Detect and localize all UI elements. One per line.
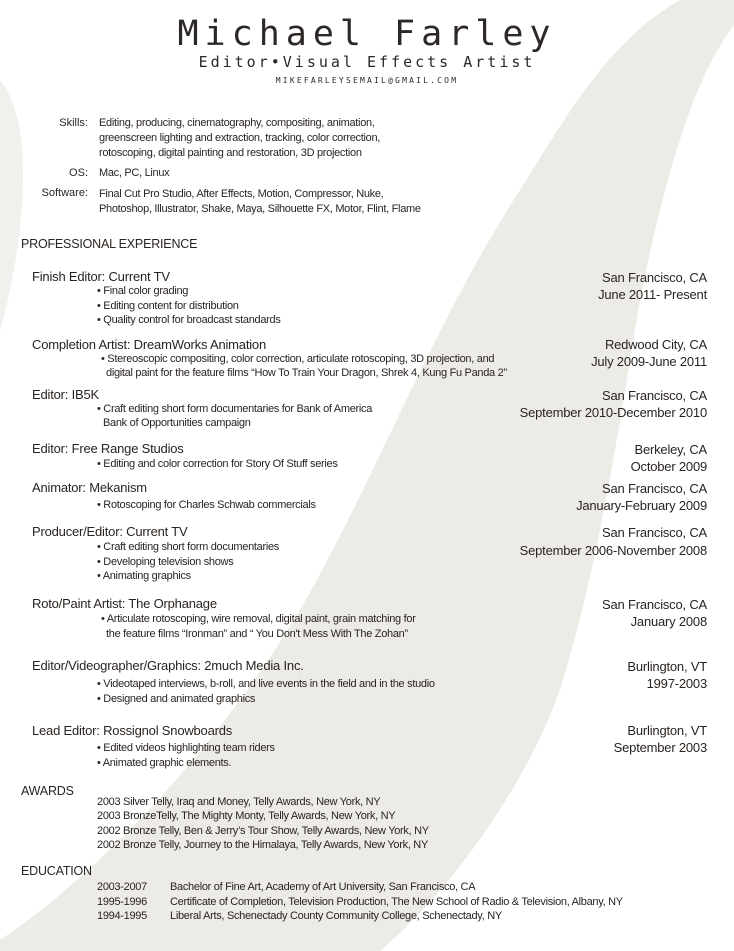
education-years: 1995-1996 xyxy=(97,896,147,908)
skills-line: greenscreen lighting and extraction, tracking, color correction, xyxy=(99,132,381,144)
job-bullet: Bank of Opportunities campaign xyxy=(103,417,251,429)
job-location: San Francisco, CA xyxy=(602,481,707,496)
job-dates: September 2006-November 2008 xyxy=(519,543,707,558)
job-title: Roto/Paint Artist: The Orphanage xyxy=(32,596,217,611)
job-bullet: • Final color grading xyxy=(97,285,189,297)
award-item: 2002 Bronze Telly, Journey to the Himalaya, Telly Awards, New York, NY xyxy=(97,839,428,851)
job-dates: June 2011- Present xyxy=(598,287,707,302)
award-item: 2003 Silver Telly, Iraq and Money, Telly Awards, New York, NY xyxy=(97,796,381,808)
job-title: Editor/Videographer/Graphics: 2much Media Inc. xyxy=(32,658,304,673)
job-bullet: • Quality control for broadcast standards xyxy=(97,314,281,326)
job-title: Producer/Editor: Current TV xyxy=(32,524,188,539)
job-bullet: the feature films “Ironman” and “ You Don't Mess With The Zohan” xyxy=(106,628,408,640)
job-dates: January 2008 xyxy=(630,614,707,629)
job-location: Redwood City, CA xyxy=(604,337,707,352)
job-bullet: • Animated graphic elements. xyxy=(97,757,232,769)
education-years: 1994-1995 xyxy=(97,910,147,922)
job-bullet: • Designed and animated graphics xyxy=(97,693,256,705)
education-heading: EDUCATION xyxy=(21,864,92,878)
job-location: Berkeley, CA xyxy=(634,442,707,457)
os-value: Mac, PC, Linux xyxy=(99,167,170,179)
education-detail: Bachelor of Fine Art, Academy of Art University, San Francisco, CA xyxy=(170,881,476,893)
job-bullet: • Stereoscopic compositing, color correction, articulate rotoscoping, 3D projection, and xyxy=(101,353,495,365)
job-dates: October 2009 xyxy=(630,459,707,474)
job-dates: January-February 2009 xyxy=(576,498,707,513)
job-title: Editor: IB5K xyxy=(32,387,99,402)
job-title: Finish Editor: Current TV xyxy=(32,269,170,284)
education-detail: Liberal Arts, Schenectady County Community College, Schenectady, NY xyxy=(170,910,502,922)
job-bullet: • Craft editing short form documentaries for Bank of America xyxy=(97,403,373,415)
job-title: Lead Editor: Rossignol Snowboards xyxy=(32,723,233,738)
job-bullet: • Craft editing short form documentaries xyxy=(97,541,279,553)
award-item: 2002 Bronze Telly, Ben & Jerry’s Tour Show, Telly Awards, New York, NY xyxy=(97,825,429,837)
job-bullet: • Articulate rotoscoping, wire removal, digital paint, grain matching for xyxy=(101,613,416,625)
job-location: Burlington, VT xyxy=(627,723,707,738)
job-title: Editor: Free Range Studios xyxy=(32,441,184,456)
job-bullet: • Developing television shows xyxy=(97,556,234,568)
job-dates: 1997-2003 xyxy=(646,676,707,691)
job-location: San Francisco, CA xyxy=(602,270,707,285)
job-bullet: digital paint for the feature films “How To Train Your Dragon, Shrek 4, Kung Fu Panda 2” xyxy=(106,367,507,379)
job-bullet: • Animating graphics xyxy=(97,570,191,582)
job-location: San Francisco, CA xyxy=(602,597,707,612)
skills-line: rotoscoping, digital painting and restoration, 3D projection xyxy=(99,147,362,159)
resume-name: Michael Farley xyxy=(177,14,557,54)
email-address: MIKEFARLEYSEMAIL@GMAIL.COM xyxy=(275,76,459,85)
job-bullet: • Editing and color correction for Story Of Stuff series xyxy=(97,458,338,470)
experience-heading: PROFESSIONAL EXPERIENCE xyxy=(21,237,198,251)
job-bullet: • Edited videos highlighting team riders xyxy=(97,742,275,754)
education-years: 2003-2007 xyxy=(97,881,147,893)
job-title: Animator: Mekanism xyxy=(32,480,147,495)
software-line: Final Cut Pro Studio, After Effects, Motion, Compressor, Nuke, xyxy=(99,188,384,200)
resume-title: Editor•Visual Effects Artist xyxy=(198,53,536,71)
software-label: Software: xyxy=(41,187,88,199)
job-bullet: • Videotaped interviews, b-roll, and live events in the field and in the studio xyxy=(97,678,435,690)
awards-heading: AWARDS xyxy=(21,784,74,798)
award-item: 2003 BronzeTelly, The Mighty Monty, Telly Awards, New York, NY xyxy=(97,810,396,822)
job-location: San Francisco, CA xyxy=(602,525,707,540)
skills-line: Editing, producing, cinematography, compositing, animation, xyxy=(99,117,375,129)
education-detail: Certificate of Completion, Television Production, The New School of Radio & Television, Albany, NY xyxy=(170,896,623,908)
job-location: San Francisco, CA xyxy=(602,388,707,403)
job-bullet: • Editing content for distribution xyxy=(97,300,239,312)
job-dates: July 2009-June 2011 xyxy=(591,354,707,369)
software-line: Photoshop, Illustrator, Shake, Maya, Silhouette FX, Motor, Flint, Flame xyxy=(99,203,421,215)
job-bullet: • Rotoscoping for Charles Schwab commercials xyxy=(97,499,316,511)
os-label: OS: xyxy=(69,167,88,179)
skills-label: Skills: xyxy=(59,117,88,129)
job-title: Completion Artist: DreamWorks Animation xyxy=(32,337,266,352)
job-dates: September 2003 xyxy=(613,740,707,755)
job-dates: September 2010-December 2010 xyxy=(519,405,707,420)
job-location: Burlington, VT xyxy=(627,659,707,674)
